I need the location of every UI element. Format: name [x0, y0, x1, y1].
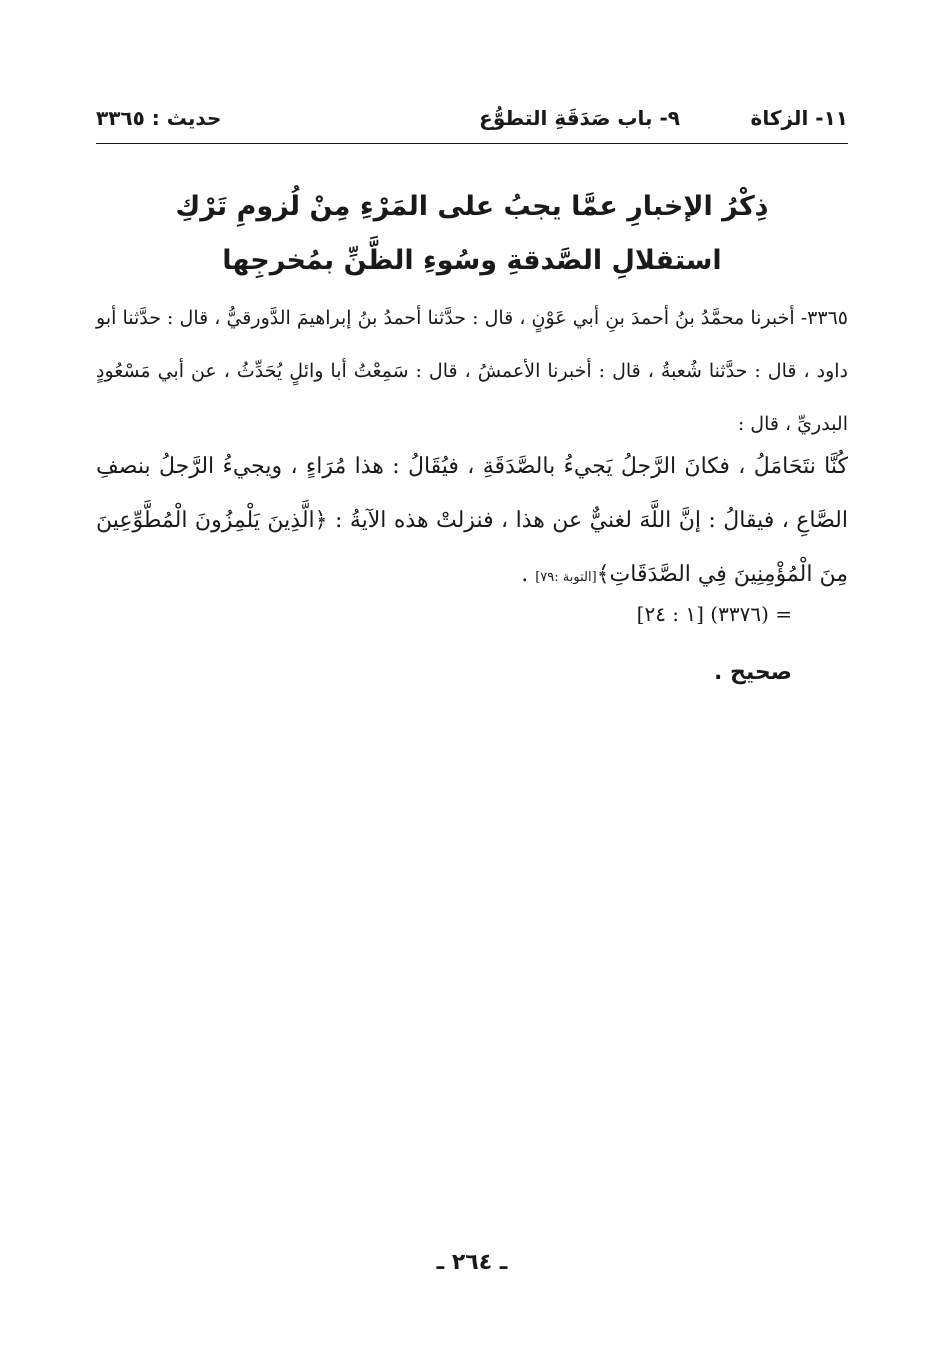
running-header — [96, 104, 848, 140]
verse-reference: [التوبة :٧٩] — [535, 570, 597, 585]
header-rule — [96, 143, 848, 144]
matn-text: كُنَّا نتَحَامَلُ ، فكانَ الرَّجلُ يَجيءُ بالصَّدَقَةِ ، فيُقَالُ : هذا مُرَاءٍ ، ويجيءُ الرَّجلُ بنصفِ الصَّاعِ ، فيقالُ : إنَّ اللَّهَ لغنيٌّ عن هذا ، فنزلتْ هذه الآيةُ : — [96, 454, 848, 533]
hadith-grading: صحيح . — [714, 660, 792, 685]
isnad-paragraph: ٣٣٦٥- أخبرنا محمَّدُ بنُ أحمدَ بنِ أبي عَوْنٍ ، قال : حدَّثنا أحمدُ بنُ إبراهيمَ الدَّورقيُّ ، قال : حدَّثنا أبو داود ، قال : حدَّثنا شُعبةُ ، قال : أخبرنا الأعمشُ ، قال : سَمِعْتُ أبا وائلٍ يُحَدِّثُ ، عن أبي مَسْعُودٍ البدريِّ ، قال : — [96, 307, 848, 435]
matn-end: . — [521, 562, 529, 587]
chapter-title: ذِكْرُ الإخبارِ عمَّا يجبُ على المَرْءِ مِنْ لُزومِ تَرْكِ استقلالِ الصَّدقةِ وسُوءِ الظَّنِّ بمُخرجِها — [175, 191, 769, 276]
matn-paragraph — [96, 440, 848, 605]
quran-verse: ﴿الَّذِينَ يَلْمِزُونَ الْمُطَّوِّعِينَ مِنَ الْمُؤْمِنِينَ فِي الصَّدَقَاتِ﴾ — [96, 508, 848, 587]
page-number: ـ ٢٦٤ ـ — [436, 1250, 508, 1275]
header-section: ٩- باب صَدَقَةِ التطوُّع — [479, 106, 680, 130]
cross-reference: = (٣٣٧٦) [١ : ٢٤] — [636, 602, 792, 626]
header-hadith-number: حديث : ٣٣٦٥ — [96, 106, 222, 130]
header-chapter: ١١- الزكاة — [750, 106, 848, 130]
